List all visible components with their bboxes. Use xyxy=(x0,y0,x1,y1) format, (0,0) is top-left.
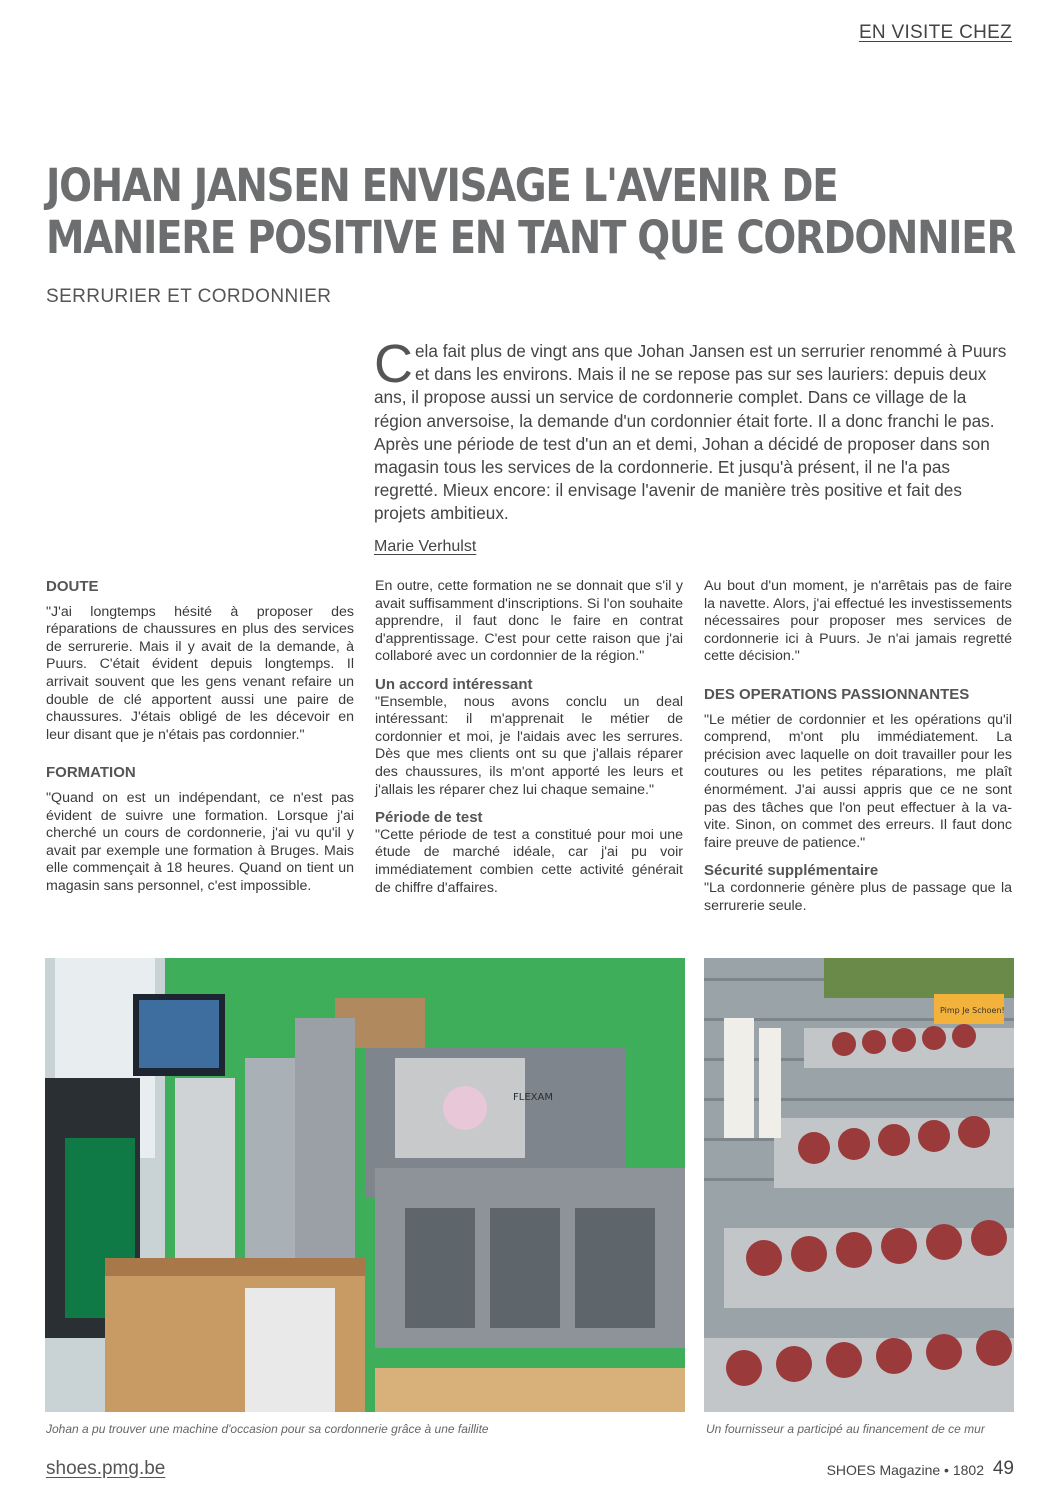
section-tag: EN VISITE CHEZ xyxy=(858,22,1012,43)
article-title-line-2: MANIERE POSITIVE EN TANT QUE CORDONNIER xyxy=(46,211,1015,264)
photo-left-caption: Johan a pu trouver une machine d'occasion pour sa cordonnerie grâce à une faillite xyxy=(46,1422,489,1436)
footer-page-number: 49 xyxy=(992,1458,1014,1479)
paragraph-doute: "J'ai longtemps hésité à proposer des réparations de chaussures en plus des services de serrurerie. Mais il y avait de la demande, à Puurs. C'était évident depuis longtemps. Il arrivait souvent que les gens venant refaire un double de clé apportent aussi une paire de chaussures. J'étais obligé de les décevoir en leur disant que je n'étais pas cordonnier." xyxy=(46,603,354,743)
heading-securite: Sécurité supplémentaire xyxy=(704,862,879,880)
article-intro xyxy=(374,334,1010,526)
paragraph-formation: "Quand on est un indépendant, ce n'est pas évident de suivre une formation. Lorsque j'ai cherché un cours de cordonnerie, j'ai vu qu'il y avait par exemple une formation à Bruges. Mais elle commençait à 18 heures. Quand on tient un magasin sans personnel, c'est impossible. xyxy=(46,789,354,894)
heading-test: Période de test xyxy=(375,809,483,827)
photo-polish-wall xyxy=(704,958,1014,1412)
sign-text: Pimp Je Schoen! xyxy=(940,1006,1005,1015)
paragraph-col2-intro: En outre, cette formation ne se donnait que s'il y avait suffisamment d'inscriptions. Si l'on souhaite apprendre, il faut donc le faire en contrat d'apprentissage. C'est pour cette raison que j'ai collaboré avec un cordonnier de la région." xyxy=(375,578,683,665)
body-column-3 xyxy=(704,578,1012,925)
intro-dropcap: C xyxy=(374,334,413,394)
paragraph-operations: "Le métier de cordonnier et les opérations qu'il comprend, m'ont plu immédiatement. La précision avec laquelle on doit travailler pour les coutures ou les petites réparations, me plaît énormément. J'ai aussi appris que ce ne sont pas des tâches que l'on peut effectuer à la va-vite. Sinon, on commet des erreurs. Il faut donc faire preuve de patience." xyxy=(704,711,1012,851)
paragraph-col3-intro: Au bout d'un moment, je n'arrêtais pas de faire la navette. Alors, j'ai effectué les investissements nécessaires pour proposer mes services de cordonnerie ici à Puurs. Je n'ai jamais regretté cette décision." xyxy=(704,578,1012,665)
paragraph-accord: "Ensemble, nous avons conclu un deal intéressant: il m'apprenait le métier de cordonnier et moi, je l'aidais avec les serrures. Dès que mes clients ont su que j'allais réparer des chaussures, ils m'ont apporté les leurs et j'allais les réparer chez lui chaque semaine." xyxy=(375,693,683,798)
photo-right-caption: Un fournisseur a participé au financement de ce mur xyxy=(706,1422,985,1436)
article-title xyxy=(46,159,1015,264)
heading-accord: Un accord intéressant xyxy=(375,675,533,693)
shop-illustration xyxy=(45,958,685,1412)
body-column-2 xyxy=(375,578,683,907)
machine-brand-label: FLEXAM xyxy=(513,1092,553,1103)
heading-formation: FORMATION xyxy=(46,764,136,782)
paragraph-securite: "La cordonnerie génère plus de passage que la serrurerie seule. xyxy=(704,879,1012,914)
polish-wall-illustration xyxy=(704,958,1014,1412)
author-byline: Marie Verhulst xyxy=(374,538,477,555)
photo-shoe-repair-machine xyxy=(45,958,685,1412)
intro-text: ela fait plus de vingt ans que Johan Jansen est un serrurier renommé à Puurs et dans les environs. Mais il ne se repose pas sur ses lauriers: depuis deux ans, il propose aussi un service de cordonnerie complet. Dans ce village de la région anversoise, la demande d'un cordonnier était forte. Il a donc franchi le pas. Après une période de test d'un an et demi, Johan a décidé de proposer dans son magasin tous les services de la cordonnerie. Et jusqu'à présent, il ne l'a pas regretté. Mieux encore: il envisage l'avenir de manière très positive et fait des projets ambitieux. xyxy=(374,341,1007,524)
heading-operations: DES OPERATIONS PASSIONNANTES xyxy=(704,685,970,703)
heading-doute: DOUTE xyxy=(46,578,99,595)
body-column-1 xyxy=(46,578,354,906)
article-title-line-1: JOHAN JANSEN ENVISAGE L'AVENIR DE xyxy=(46,159,838,212)
footer-magazine-issue: SHOES Magazine • 1802 xyxy=(826,1462,984,1478)
article-subtitle: SERRURIER ET CORDONNIER xyxy=(46,286,332,307)
paragraph-test: "Cette période de test a constitué pour moi une étude de marché idéale, car j'ai pu voir immédiatement combien cette activité générait de chiffre d'affaires. xyxy=(375,826,683,896)
footer-website-link[interactable]: shoes.pmg.be xyxy=(46,1458,166,1479)
